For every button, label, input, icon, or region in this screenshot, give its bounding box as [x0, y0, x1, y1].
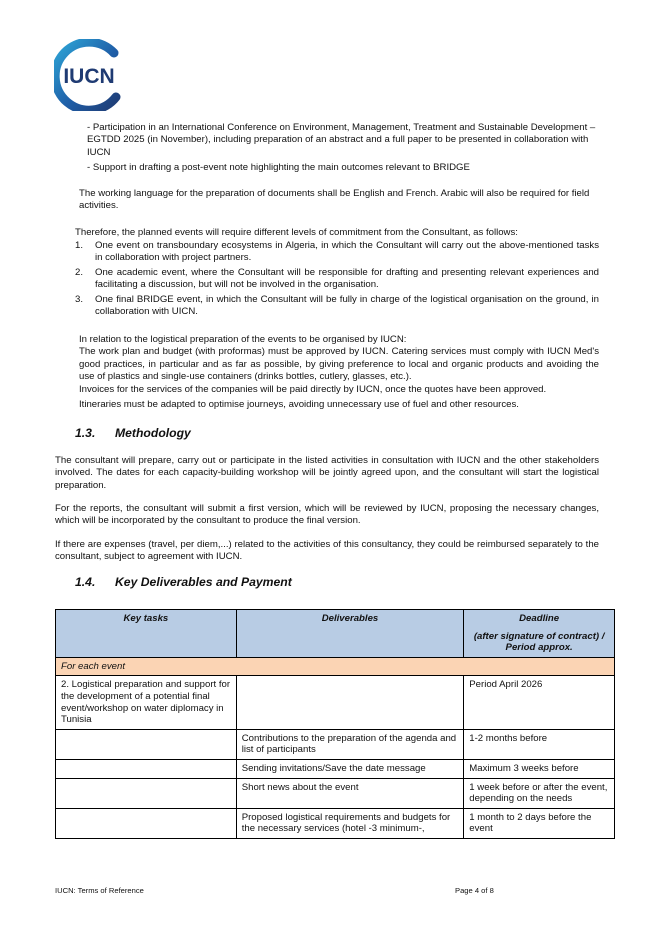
section-heading-deliverables: 1.4. Key Deliverables and Payment — [75, 575, 292, 589]
logistics-workplan: The work plan and budget (with proformas) must be approved by IUCN. Catering services must comply with IUCN Med's good practices, in particular and as far as possible, by giving preference to local and organic products and avoiding the use of plastics and single-use containers (drinks bottles, cutlery, glasses, etc.). — [79, 346, 599, 383]
logistics-invoices: Invoices for the services of the companies will be paid directly by IUCN, once the quotes have been approved. — [79, 383, 547, 395]
intro-bullet-1: - Participation in an International Conference on Environment, Management, Treatment and Sustainable Development – EGTDD 2025 (in November), including preparation of an abstract and a full paper to be presented in collaboration with IUCN — [87, 122, 596, 158]
header-deadline: Deadline (after signature of contract) / Period approx. — [464, 610, 615, 658]
svg-text:IUCN: IUCN — [63, 65, 115, 88]
table-row: 2. Logistical preparation and support for the development of a potential final event/workshop on water diplomacy in Tunisia Period April 2026 — [56, 676, 615, 729]
logistics-intro: In relation to the logistical preparation of the events to be organised by IUCN: — [79, 334, 407, 345]
logistics-itineraries: Itineraries must be adapted to optimise journeys, avoiding unnecessary use of fuel and other resources. — [79, 399, 519, 411]
list-item: 3. One final BRIDGE event, in which the Consultant will be fully in charge of the logistical organisation on the ground, in collaboration with UICN. — [75, 293, 599, 318]
iucn-logo — [54, 39, 126, 111]
methodology-paragraph-2: For the reports, the consultant will submit a first version, which will be reviewed by IUCN, proposing the necessary changes, which will be incorporated by the consultant to produce the final version. — [55, 503, 599, 527]
table-row: Short news about the event 1 week before or after the event, depending on the needs — [56, 778, 615, 808]
list-item: 2. One academic event, where the Consultant will be responsible for drafting and presenting relevant experiences and facilitating a discussion, but will not be involved in the organisation. — [75, 266, 599, 291]
deliverables-table — [55, 609, 615, 839]
list-item: 1. One event on transboundary ecosystems in Algeria, in which the Consultant will carry out the above-mentioned tasks in collaboration with project partners. — [75, 240, 599, 264]
section-heading-methodology: 1.3. Methodology — [75, 426, 191, 440]
methodology-paragraph-1: The consultant will prepare, carry out or participate in the listed activities in consultation with IUCN and the other stakeholders involved. The dates for each capacity-building workshop will be jointly agreed upon, and the consultant will start the logistical preparation. — [55, 455, 599, 491]
table-section-row: For each event — [56, 657, 615, 676]
table-row: Contributions to the preparation of the agenda and list of participants 1-2 months before — [56, 729, 615, 759]
footer-page-number: Page 4 of 8 — [455, 886, 494, 895]
footer-title: IUCN: Terms of Reference — [55, 886, 144, 895]
methodology-paragraph-3: If there are expenses (travel, per diem,...) related to the activities of this consultancy, they could be reimbursed separately to the consultant, subject to agreement with IUCN. — [55, 539, 599, 563]
table-row: Sending invitations/Save the date message Maximum 3 weeks before — [56, 759, 615, 778]
header-key-tasks: Key tasks — [56, 610, 237, 658]
therefore-paragraph: Therefore, the planned events will require different levels of commitment from the Consultant, as follows: — [75, 227, 518, 238]
intro-bullet-2: - Support in drafting a post-event note highlighting the main outcomes relevant to BRIDGE — [87, 162, 470, 173]
language-paragraph: The working language for the preparation of documents shall be English and French. Arabic will also be required for field activities. — [79, 188, 590, 212]
logistics-block — [79, 334, 599, 411]
table-header-row — [56, 610, 615, 658]
table-row: Proposed logistical requirements and budgets for the necessary services (hotel -3 minimum-, 1 month to 2 days before the event — [56, 808, 615, 838]
event-list — [75, 240, 599, 320]
header-deliverables: Deliverables — [236, 610, 464, 658]
